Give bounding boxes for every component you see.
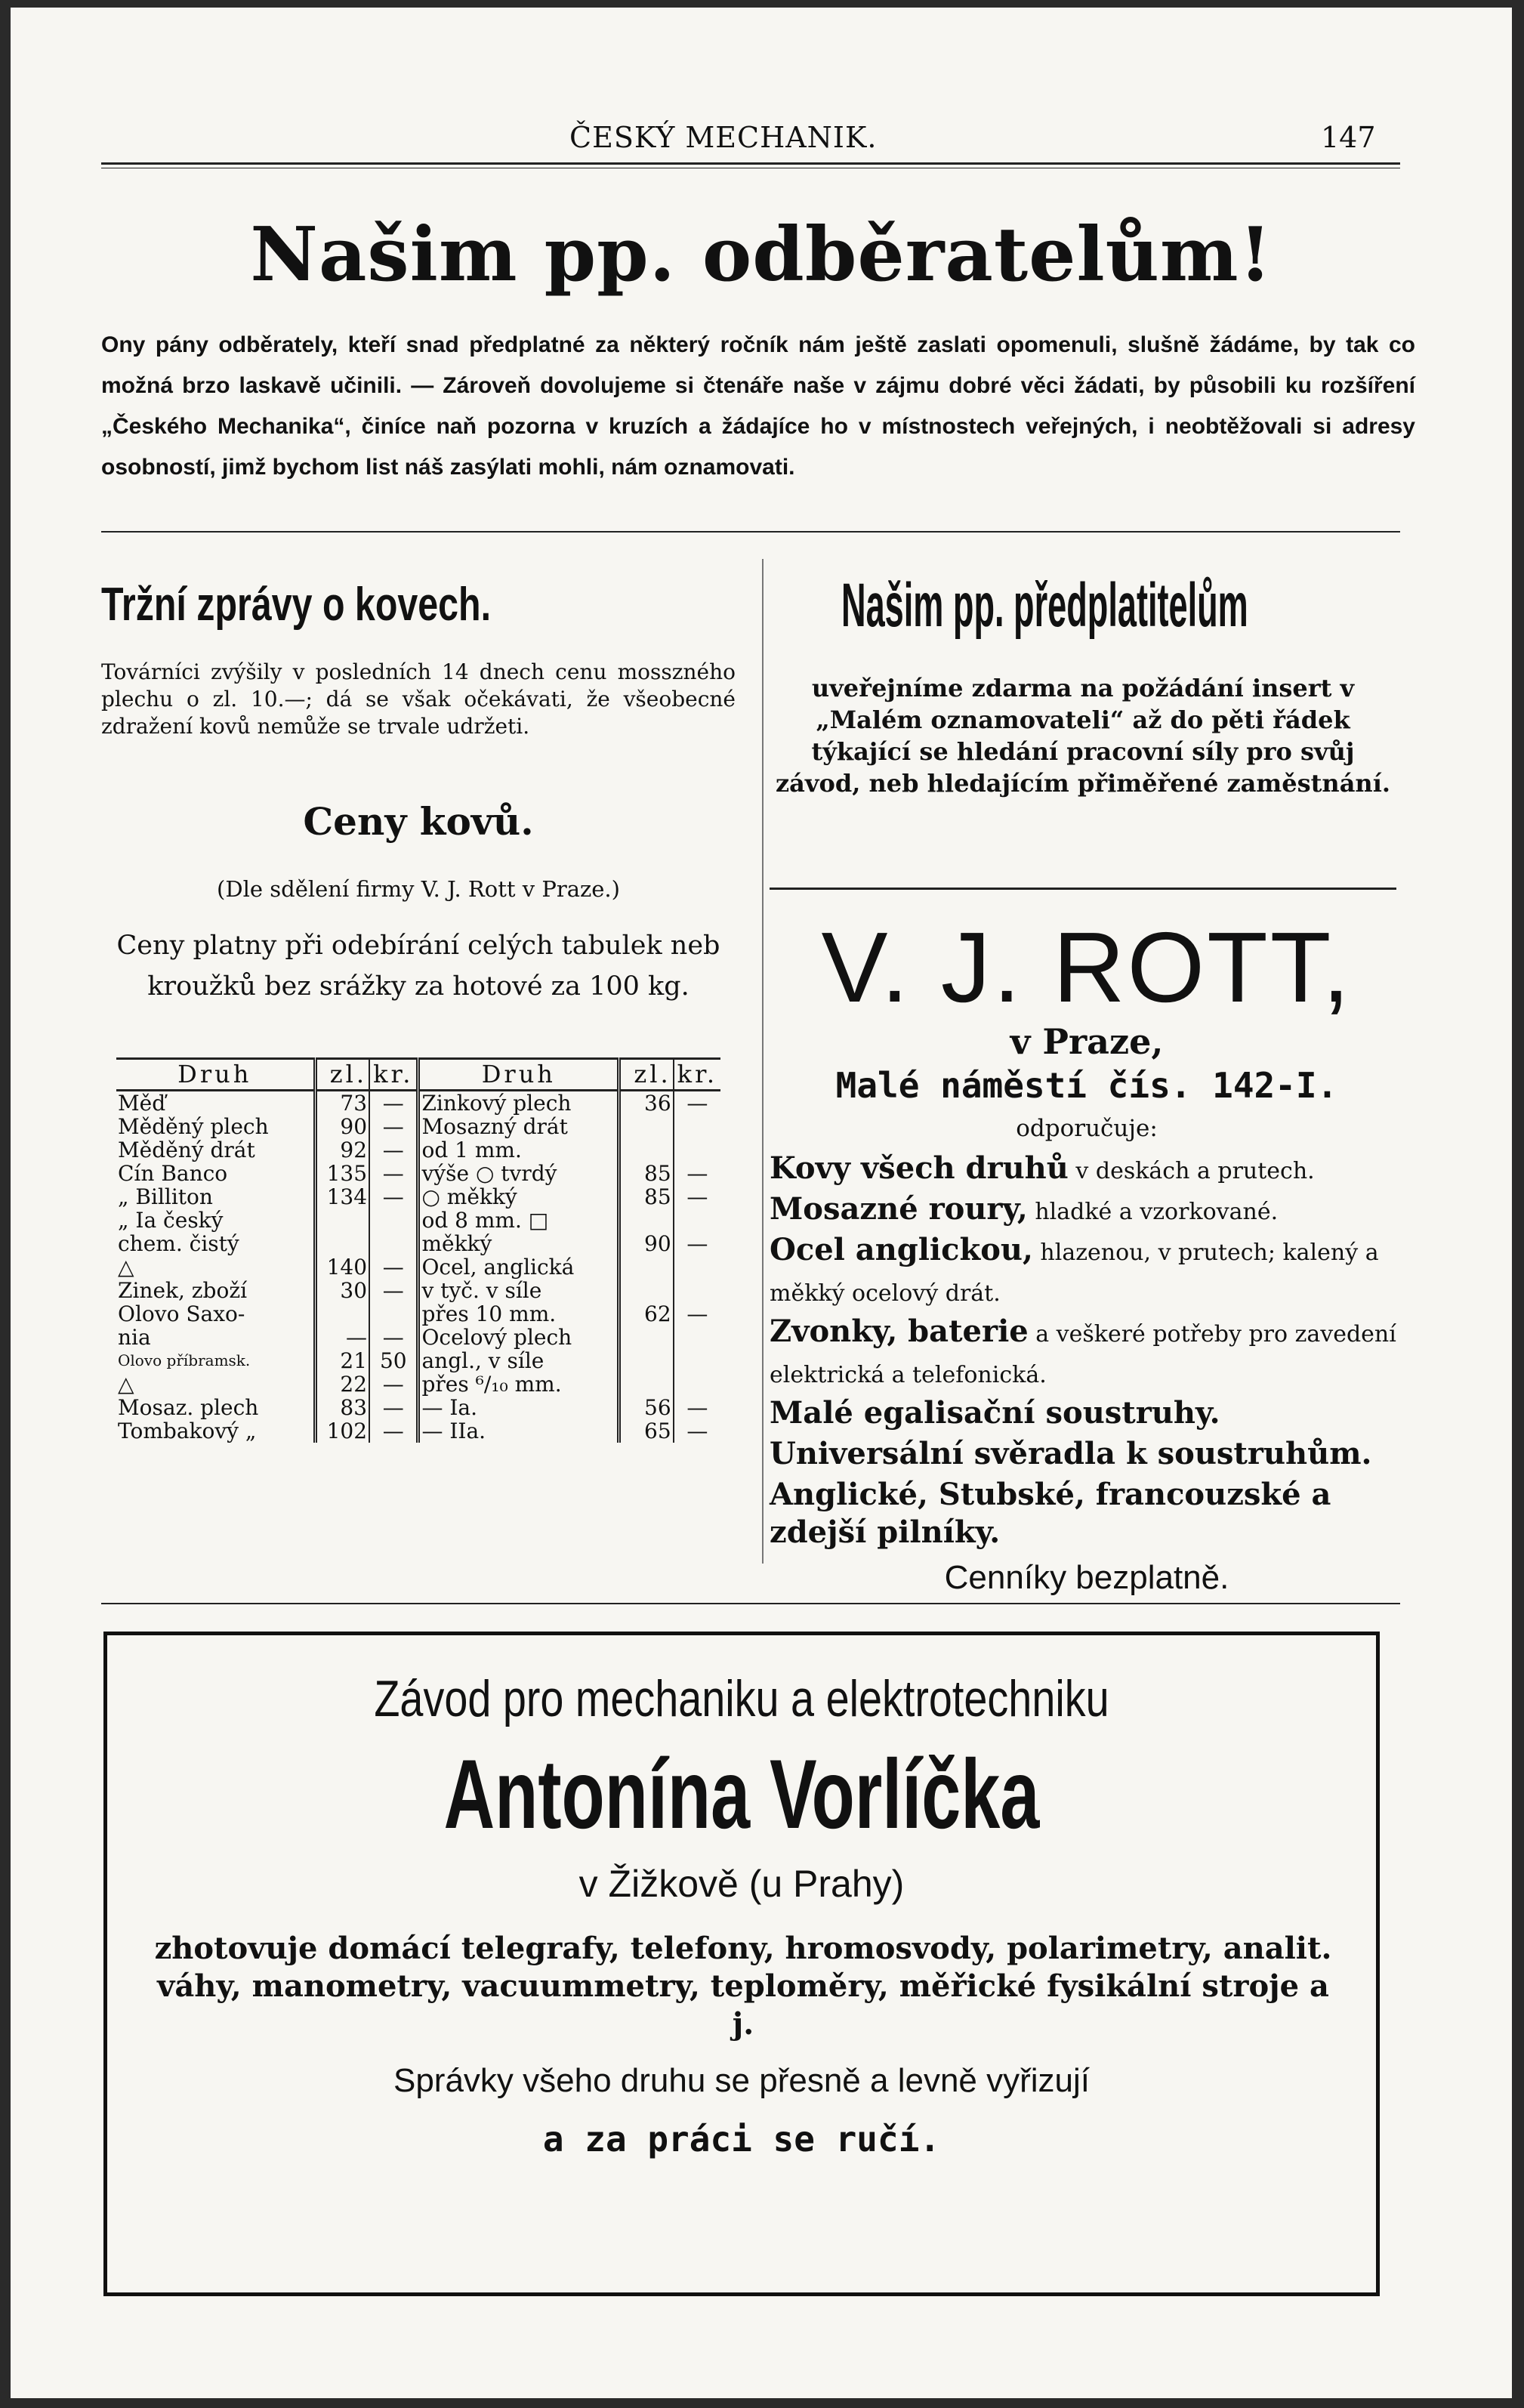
table-cell (674, 1209, 720, 1232)
page-number: 147 (1321, 121, 1376, 154)
table-cell: 30 (315, 1279, 369, 1302)
table-cell: Zinek, zboží (118, 1278, 248, 1303)
table-cell: Ocelový plech (418, 1326, 619, 1349)
rott-product-list (770, 1150, 1404, 1597)
table-cell: 73 (315, 1091, 369, 1116)
column-header: Druh (418, 1059, 619, 1091)
notice-title: Našim pp. odběratelům! (250, 211, 1273, 298)
table-cell: — Ia. (418, 1396, 619, 1419)
market-title: Tržní zprávy o kovech. (101, 579, 492, 631)
table-cell: Cín Banco (118, 1161, 228, 1186)
list-item: Universální svěradla k soustruhům. (770, 1436, 1372, 1471)
table-cell: △ (118, 1372, 134, 1397)
table-cell: — (315, 1326, 369, 1349)
list-item: Zvonky, baterie a veškeré potřeby pro zavedení elektrická a telefonická. (770, 1314, 1396, 1388)
table-cell: 83 (315, 1396, 369, 1419)
table-cell: ○ měkký (418, 1185, 619, 1209)
table-cell: 56 (619, 1396, 674, 1419)
table-cell: — (674, 1396, 720, 1419)
table-cell: — (674, 1162, 720, 1185)
table-row (116, 1349, 720, 1372)
table-cell: 65 (619, 1419, 674, 1443)
table-cell: 140 (315, 1255, 369, 1279)
table-cell: — IIa. (418, 1419, 619, 1443)
table-cell: — (674, 1302, 720, 1326)
table-cell (619, 1115, 674, 1138)
table-cell: 85 (619, 1162, 674, 1185)
table-cell: 36 (619, 1091, 674, 1116)
header-rule (101, 162, 1400, 165)
table-cell: Měděný plech (118, 1114, 269, 1139)
table-cell: 90 (619, 1232, 674, 1255)
vorlicka-repairs: Správky všeho druhu se přesně a levně vyřizují (393, 2062, 1091, 2099)
table-cell: 92 (315, 1138, 369, 1162)
section-rule (101, 531, 1400, 533)
table-cell: — (369, 1419, 418, 1443)
table-cell: nia (118, 1325, 151, 1350)
table-cell: 135 (315, 1162, 369, 1185)
table-cell (674, 1255, 720, 1279)
table-cell: — (674, 1091, 720, 1116)
prices-source: (Dle sdělení firmy V. J. Rott v Praze.) (217, 876, 620, 902)
notice-text: Ony pány odběrately, kteří snad předplatné za některý ročník nám ještě zaslati opomenuli, slušně žádáme, by tak co možná brzo laskavě učinili. — Zároveň dovolujeme si čtenáře naše v zájmu dobré věci žádati, by působili ku rozšíření „Českého Mechanika“, činíce naň pozorna v kruzích a žádajíce ho v místnostech veřejných, i neobtěžovali si adresy osobností, jimž bychom list náš zasýlati mohli, nám oznamovati. (101, 332, 1415, 480)
table-cell (619, 1326, 674, 1349)
table-cell: od 1 mm. (418, 1138, 619, 1162)
table-cell: 85 (619, 1185, 674, 1209)
table-cell (315, 1209, 369, 1232)
table-cell (674, 1115, 720, 1138)
table-cell (315, 1302, 369, 1326)
table-row (116, 1396, 720, 1419)
rott-recommends: odporučuje: (1016, 1115, 1158, 1142)
column-header: zl. (619, 1059, 674, 1091)
table-cell (674, 1326, 720, 1349)
table-cell: přes 10 mm. (418, 1302, 619, 1326)
table-cell: 134 (315, 1185, 369, 1209)
table-cell: — (369, 1372, 418, 1396)
table-row (116, 1232, 720, 1255)
table-cell (674, 1372, 720, 1396)
table-cell: Mosazný drát (418, 1115, 619, 1138)
vorlicka-name: Antonína Vorlíčka (443, 1739, 1040, 1849)
prices-note: Ceny platny při odebírání celých tabulek neb kroužků bez srážky za hotové za 100 kg. (116, 931, 720, 1002)
table-cell: — (369, 1185, 418, 1209)
table-cell: 21 (315, 1349, 369, 1372)
table-row (116, 1326, 720, 1349)
table-cell: Měděný drát (118, 1138, 255, 1162)
table-cell: — (674, 1185, 720, 1209)
list-item: Kovy všech druhů v deskách a prutech. (770, 1150, 1315, 1186)
running-header-title: ČESKÝ MECHANIK. (569, 121, 878, 154)
table-cell: v tyč. v síle (418, 1279, 619, 1302)
table-row (116, 1091, 720, 1116)
table-cell (674, 1349, 720, 1372)
list-item: Anglické, Stubské, francouzské a zdejší pilníky. (770, 1477, 1331, 1550)
table-cell: 22 (315, 1372, 369, 1396)
table-cell: — (674, 1419, 720, 1443)
table-cell: angl., v síle (418, 1349, 619, 1372)
list-item: Malé egalisační soustruhy. (770, 1395, 1220, 1431)
column-divider (762, 559, 764, 1564)
table-cell (674, 1138, 720, 1162)
table-cell: Olovo Saxo- (118, 1301, 245, 1326)
table-cell: — (369, 1162, 418, 1185)
market-text: Továrníci zvýšily v posledních 14 dnech cenu mosszného plechu o zl. 10.—; dá se však očekávati, že všeobecné zdražení kovů nemůže se trvale udržeti. (101, 659, 736, 739)
table-row (116, 1419, 720, 1443)
prices-title: Ceny kovů. (303, 799, 534, 844)
table-row (116, 1209, 720, 1232)
table-cell (619, 1372, 674, 1396)
rott-address: Malé náměstí čís. 142-I. (835, 1065, 1338, 1106)
table-cell (619, 1349, 674, 1372)
table-row (116, 1372, 720, 1396)
column-header: Druh (116, 1059, 315, 1091)
table-cell: chem. čistý (118, 1231, 239, 1256)
table-row (116, 1115, 720, 1138)
table-cell: — (674, 1232, 720, 1255)
column-header: kr. (369, 1059, 418, 1091)
metal-prices-table (116, 1057, 720, 1443)
table-cell: od 8 mm. □ (418, 1209, 619, 1232)
vorlicka-products: zhotovuje domácí telegrafy, telefony, hromosvody, polarimetry, analit. váhy, manometry, vacuummetry, teploměry, měřické fysikální stroje a j. (154, 1931, 1332, 2042)
column-header: kr. (674, 1059, 720, 1091)
list-item: Ocel anglickou, hlazenou, v prutech; kalený a měkký ocelový drát. (770, 1232, 1379, 1307)
table-header-row (116, 1059, 720, 1091)
table-cell: Tombakový „ (118, 1419, 257, 1443)
table-row (116, 1185, 720, 1209)
table-cell: — (369, 1115, 418, 1138)
document-page (11, 8, 1512, 2398)
table-cell: 62 (619, 1302, 674, 1326)
rott-city: v Praze, (1010, 1021, 1164, 1062)
rott-pricelist: Cenníky bezplatně. (944, 1559, 1229, 1596)
table-cell: „ Billiton (118, 1184, 213, 1209)
table-cell: Mosaz. plech (118, 1395, 259, 1420)
table-row (116, 1255, 720, 1279)
table-cell: přes ⁶/₁₀ mm. (418, 1372, 619, 1396)
vorlicka-place: v Žižkově (u Prahy) (578, 1863, 905, 1905)
table-row (116, 1138, 720, 1162)
table-cell: 50 (369, 1349, 418, 1372)
ad-rule (770, 888, 1396, 890)
table-cell (619, 1209, 674, 1232)
table-cell: — (369, 1326, 418, 1349)
table-cell (315, 1232, 369, 1255)
table-cell: △ (118, 1255, 134, 1280)
table-cell: 90 (315, 1115, 369, 1138)
table-cell: Olovo příbramsk. (118, 1351, 251, 1369)
table-cell (369, 1232, 418, 1255)
bottom-rule (101, 1603, 1400, 1604)
table-cell (619, 1255, 674, 1279)
rott-name: V. J. ROTT, (821, 912, 1353, 1023)
subscribers-text: uveřejníme zdarma na požádání insert v „Malém oznamovateli“ až do pěti řádek týkající se hledání pracovní síly pro svůj závod, neb hledajícím přiměřené zaměstnání. (776, 674, 1390, 798)
table-cell: výše ○ tvrdý (418, 1162, 619, 1185)
table-cell: — (369, 1396, 418, 1419)
table-cell: měkký (418, 1232, 619, 1255)
column-header: zl. (315, 1059, 369, 1091)
vorlicka-line1: Závod pro mechaniku a elektrotechniku (374, 1670, 1109, 1727)
table-row (116, 1279, 720, 1302)
table-cell: Ocel, anglická (418, 1255, 619, 1279)
table-cell: Zinkový plech (418, 1091, 619, 1116)
table-cell (674, 1279, 720, 1302)
subscribers-title: Našim pp. předplatitelům (841, 571, 1248, 640)
table-cell: Měď (118, 1091, 166, 1116)
table-cell: — (369, 1091, 418, 1116)
table-cell: — (369, 1279, 418, 1302)
table-cell (619, 1279, 674, 1302)
table-cell: „ Ia český (118, 1208, 224, 1233)
table-cell (369, 1209, 418, 1232)
table-cell: — (369, 1138, 418, 1162)
vorlicka-guarantee: a za práci se ručí. (542, 2119, 941, 2159)
table-row (116, 1302, 720, 1326)
table-row (116, 1162, 720, 1185)
table-cell: 102 (315, 1419, 369, 1443)
table-cell: — (369, 1255, 418, 1279)
list-item: Mosazné roury, hladké a vzorkované. (770, 1191, 1279, 1227)
table-cell (619, 1138, 674, 1162)
table-cell (369, 1302, 418, 1326)
